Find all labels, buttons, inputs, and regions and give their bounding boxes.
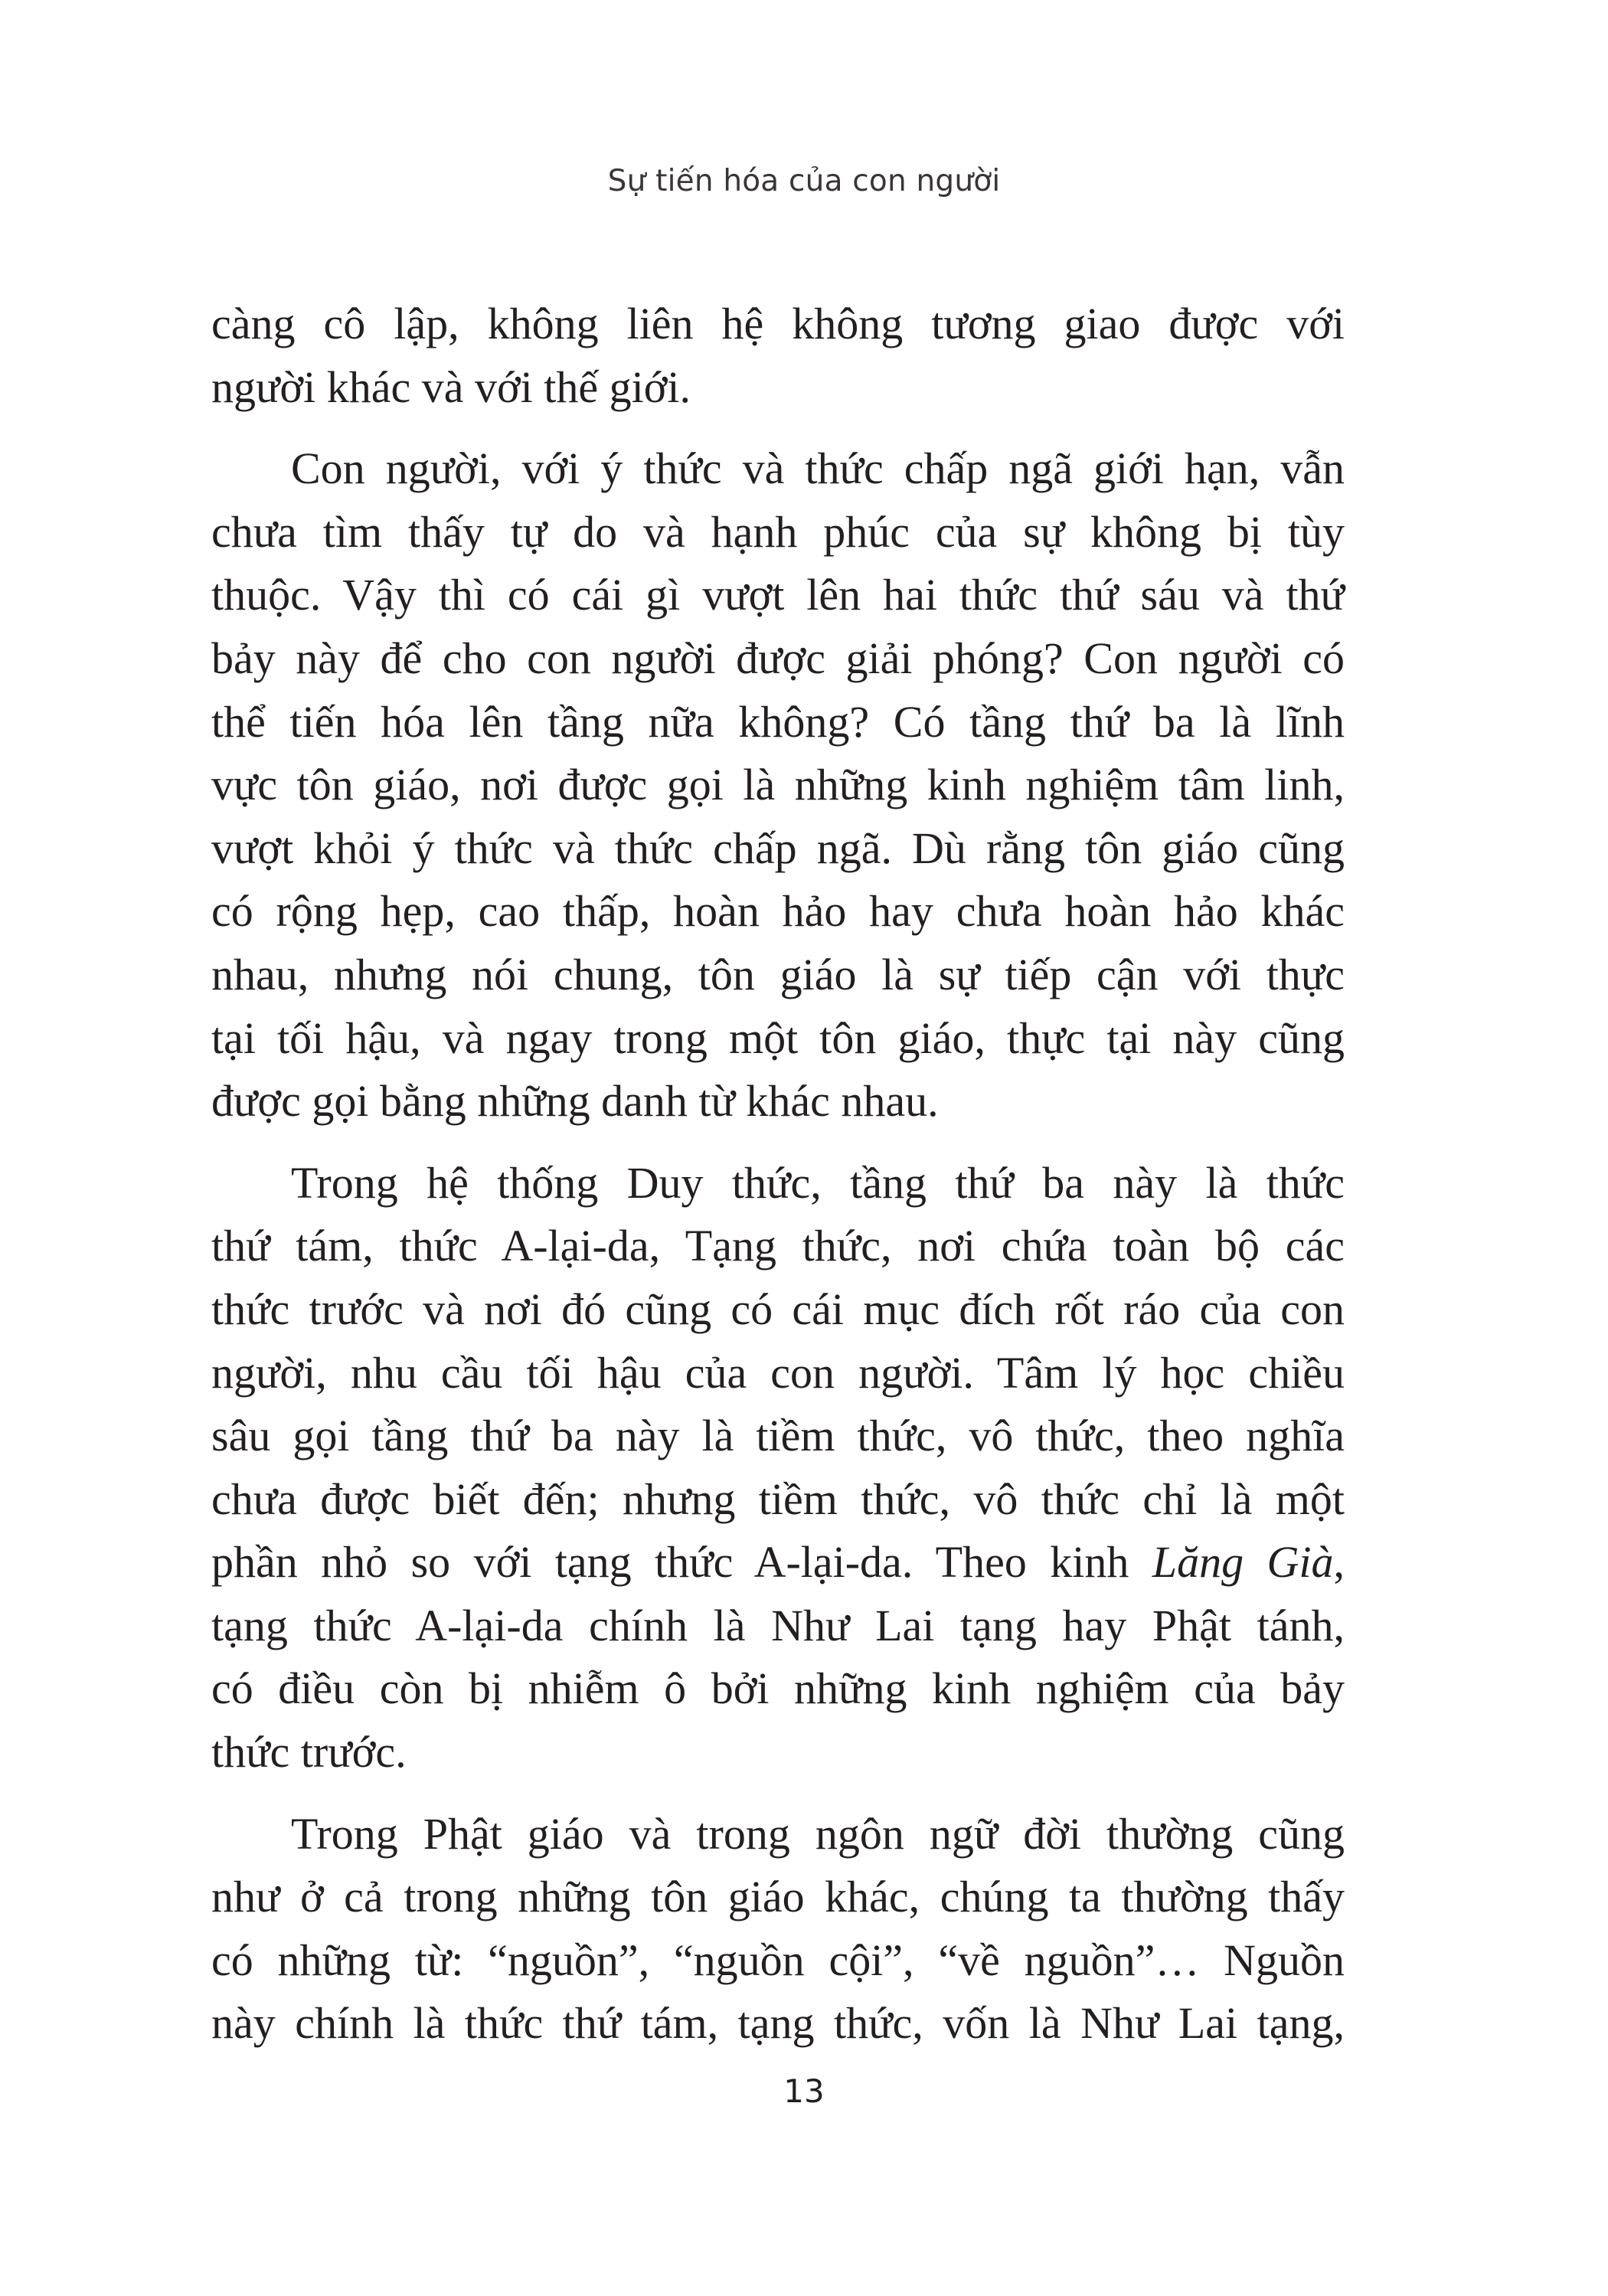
- text-line: người, nhu cầu tối hậu của con người. Tâm lý học chiều: [211, 1347, 1345, 1398]
- body-text: [211, 293, 1345, 2056]
- paragraph-2: [211, 437, 1345, 1133]
- text-line: thức trước và nơi đó cũng có cái mục đích rốt ráo của con: [211, 1284, 1345, 1334]
- paragraph-3: [211, 1152, 1345, 1784]
- text-line: tạng thức A-lại-da chính là Như Lai tạng hay Phật tánh,: [211, 1600, 1345, 1650]
- text-line: được gọi bằng những danh từ khác nhau.: [211, 1076, 939, 1127]
- text-line: có rộng hẹp, cao thấp, hoàn hảo hay chưa hoàn hảo khác: [211, 886, 1345, 937]
- text-line: bảy này để cho con người được giải phóng? Con người có: [211, 633, 1345, 683]
- text-line: vượt khỏi ý thức và thức chấp ngã. Dù rằng tôn giáo cũng: [211, 823, 1345, 873]
- text-line-with-book-title: [211, 1531, 1345, 1594]
- text-line: sâu gọi tầng thứ ba này là tiềm thức, vô thức, theo nghĩa: [211, 1411, 1345, 1461]
- text-line: chưa tìm thấy tự do và hạnh phúc của sự không bị tùy: [211, 506, 1345, 557]
- text-line: người khác và với thế giới.: [211, 361, 691, 412]
- text-segment: ,: [1333, 1537, 1345, 1588]
- text-line: thuộc. Vậy thì có cái gì vượt lên hai thức thứ sáu và thứ: [211, 570, 1345, 620]
- text-line: Trong Phật giáo và trong ngôn ngữ đời thường cũng: [291, 1808, 1345, 1859]
- text-line: có những từ: “nguồn”, “nguồn cội”, “về nguồn”… Nguồn: [211, 1935, 1345, 1985]
- text-line: thể tiến hóa lên tầng nữa không? Có tầng thứ ba là lĩnh: [211, 696, 1345, 747]
- text-line: như ở cả trong những tôn giáo khác, chúng ta thường thấy: [211, 1872, 1345, 1922]
- text-line: càng cô lập, không liên hệ không tương giao được với: [211, 299, 1345, 348]
- text-line: có điều còn bị nhiễm ô bởi những kinh nghiệm của bảy: [211, 1663, 1345, 1714]
- paragraph-4: [211, 1803, 1345, 2056]
- running-header: Sự tiến hóa của con người: [607, 164, 1001, 198]
- text-line: Trong hệ thống Duy thức, tầng thứ ba này là thức: [291, 1157, 1345, 1208]
- text-segment: phần nhỏ so với tạng thức A-lại-da. Theo kinh: [211, 1537, 1152, 1588]
- text-line: thứ tám, thức A-lại-da, Tạng thức, nơi chứa toàn bộ các: [211, 1221, 1345, 1271]
- text-line: chưa được biết đến; nhưng tiềm thức, vô thức chỉ là một: [211, 1473, 1345, 1524]
- text-line: nhau, nhưng nói chung, tôn giáo là sự tiếp cận với thực: [211, 949, 1345, 999]
- page-number: 13: [783, 2072, 825, 2110]
- text-line: Con người, với ý thức và thức chấp ngã giới hạn, vẫn: [291, 443, 1345, 494]
- text-line: tại tối hậu, và ngay trong một tôn giáo, thực tại này cũng: [211, 1012, 1345, 1063]
- text-line: này chính là thức thứ tám, tạng thức, vốn là Như Lai tạng,: [211, 1998, 1345, 2049]
- text-line: vực tôn giáo, nơi được gọi là những kinh nghiệm tâm linh,: [211, 760, 1345, 810]
- book-title: Lăng Già: [1152, 1537, 1334, 1588]
- paragraph-1: [211, 293, 1345, 419]
- text-line: thức trước.: [211, 1727, 407, 1778]
